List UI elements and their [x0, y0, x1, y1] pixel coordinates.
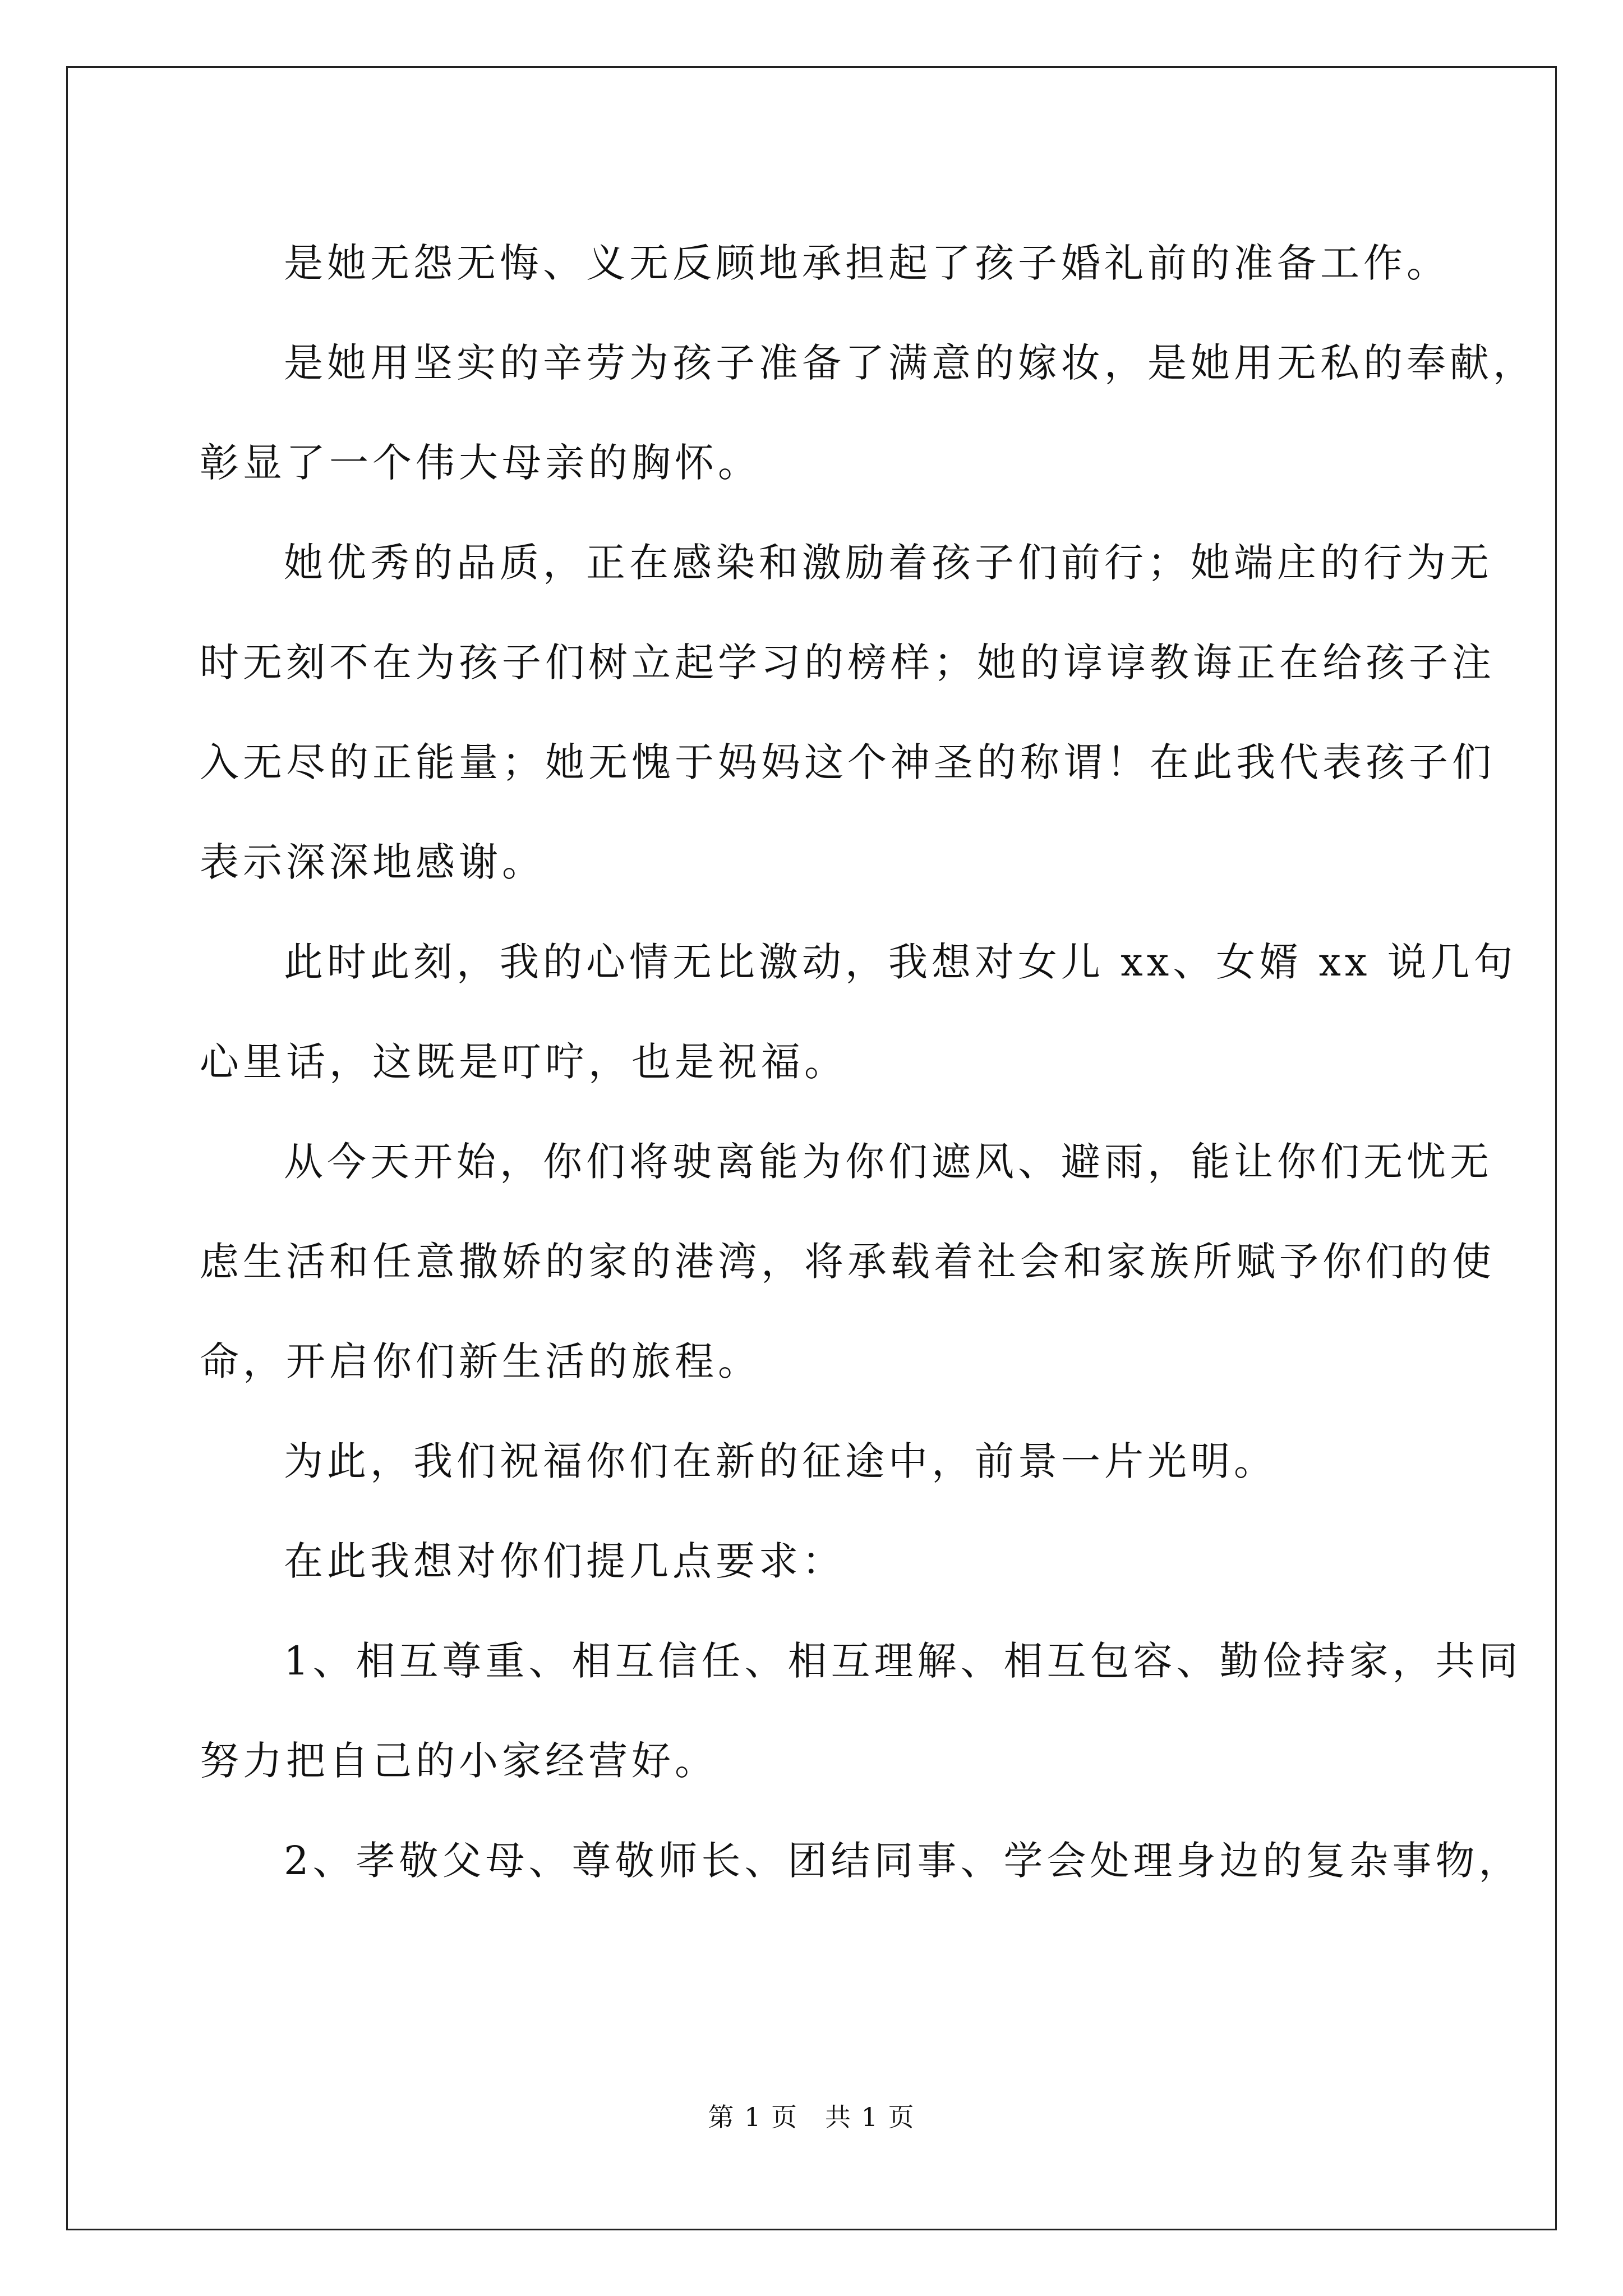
paragraph	[200, 912, 1517, 1112]
text-line: 入无尽的正能量；她无愧于妈妈这个神圣的称谓！在此我代表孩子们	[200, 739, 1495, 785]
paragraph	[200, 313, 1536, 513]
text-line: 她优秀的品质，正在感染和激励着孩子们前行；她端庄的行为无	[284, 540, 1493, 586]
text-line: 2、孝敬父母、尊敬师长、团结同事、学会处理身边的复杂事物，	[284, 1838, 1522, 1884]
text-line: 为此，我们祝福你们在新的征途中，前景一片光明。	[284, 1438, 1277, 1484]
text-line: 是她用坚实的辛劳为孩子准备了满意的嫁妆，是她用无私的奉献，	[284, 340, 1536, 386]
paragraph	[200, 213, 1450, 313]
text-line: 努力把自己的小家经营好。	[200, 1738, 718, 1784]
paragraph	[200, 1411, 1422, 1511]
text-line: 在此我想对你们提几点要求：	[284, 1538, 845, 1584]
text-line: 表示深深地感谢。	[200, 839, 545, 885]
text-line: 是她无怨无悔、义无反顾地承担起了孩子婚礼前的准备工作。	[284, 240, 1450, 286]
paragraph	[200, 1112, 1495, 1411]
text-line: 彰显了一个伟大母亲的胸怀。	[200, 440, 761, 486]
text-line: 时无刻不在为孩子们树立起学习的榜样；她的谆谆教诲正在给孩子注	[200, 639, 1495, 685]
text-line: 从今天开始，你们将驶离能为你们遮风、避雨，能让你们无忧无	[284, 1139, 1493, 1185]
paragraph	[200, 1811, 1522, 1911]
page-number-footer: 第 1 页 共 1 页	[708, 2102, 915, 2132]
text-line: 心里话，这既是叮咛，也是祝福。	[200, 1039, 847, 1085]
paragraph	[200, 1511, 1422, 1611]
paragraph	[200, 513, 1495, 912]
document-body	[200, 213, 1536, 1911]
text-line: 1、相互尊重、相互信任、相互理解、相互包容、勤俭持家，共同	[284, 1638, 1522, 1684]
text-line: 命，开启你们新生活的旅程。	[200, 1338, 761, 1384]
paragraph	[200, 1611, 1522, 1811]
text-line: 虑生活和任意撒娇的家的港湾，将承载着社会和家族所赋予你们的使	[200, 1239, 1495, 1285]
text-line: 此时此刻，我的心情无比激动，我想对女儿 xx、女婿 xx 说几句	[284, 939, 1517, 985]
